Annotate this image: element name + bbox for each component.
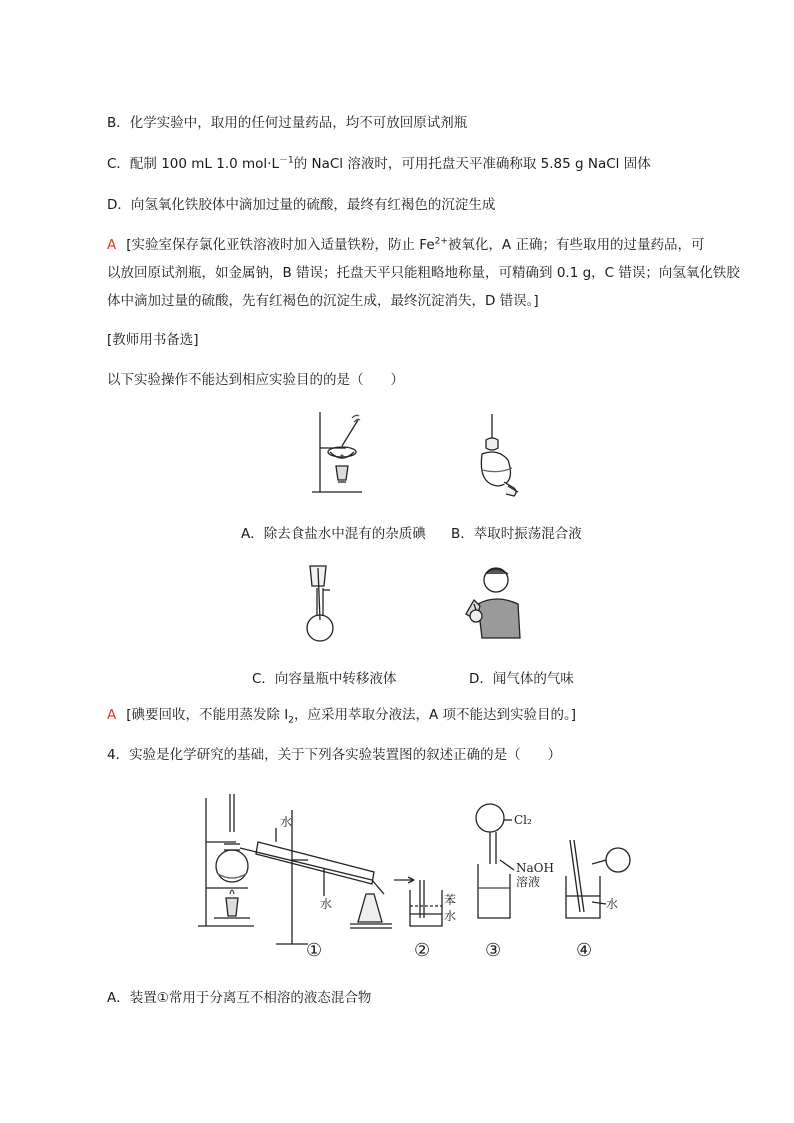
separatory-funnel-figure [468,410,528,498]
naoh-label: NaOH [516,861,554,875]
answer-1-line3: 体中滴加过量的硫酸，先有红褐色的沉淀生成，最终沉淀消失，D 错误。] [107,293,539,309]
answer-2-sub: 2 [288,715,295,726]
option-4a: A．装置①常用于分离互不相溶的液态混合物 [107,990,372,1006]
label-4: ④ [576,940,593,961]
apparatus-figure [196,784,644,962]
option-c-text2: 的 NaCl 溶液时，可用托盘天平准确称取 5.85 g NaCl 固体 [293,156,651,172]
answer-1 [107,235,704,255]
water-label-bottom: 水 [320,897,333,911]
smelling-gas-figure [458,560,526,642]
water-label-right: 水 [606,897,619,911]
option-b: B．化学实验中，取用的任何过量药品，均不可放回原试剂瓶 [107,115,468,131]
evaporation-figure [308,406,366,498]
question: 以下实验操作不能达到相应实验目的的是（ ） [107,372,404,388]
option-c-sup: －1 [278,155,294,166]
caption-d: D．闻气体的气味 [469,671,574,687]
answer-1-text2: 被氧化，A 正确；有些取用的过量药品，可 [447,237,705,253]
answer-1-text: [实验室保存氯化亚铁溶液时加入适量铁粉，防止 Fe [126,237,435,253]
caption-b: B．萃取时振荡混合液 [451,526,582,542]
water-label-top: 水 [280,815,293,829]
label-1: ① [306,940,323,961]
benzene-label: 苯 [444,893,457,907]
teacher-note: [教师用书备选] [107,332,199,348]
chlorine-label: Cl₂ [514,813,532,827]
answer-1-line2: 以放回原试剂瓶，如金属钠，B 错误；托盘天平只能粗略地称量，可精确到 0.1 g，C 错误；向氢氧化铁胶 [107,265,740,281]
water-label-beaker: 水 [444,909,457,923]
option-d: D．向氢氧化铁胶体中滴加过量的硫酸，最终有红褐色的沉淀生成 [107,197,496,213]
answer-2 [107,705,576,725]
answer-2-text: [碘要回收，不能用蒸发除 I [126,707,289,723]
option-c-text: C．配制 100 mL 1.0 mol·L [107,156,279,172]
option-c [107,154,651,174]
label-2: ② [414,940,431,961]
answer-1-sup: 2+ [434,236,448,247]
answer-1-letter: A [107,237,117,253]
caption-c: C．向容量瓶中转移液体 [252,671,397,687]
solution-label: 溶液 [516,875,541,889]
question-4: 4．实验是化学研究的基础，关于下列各实验装置图的叙述正确的是（ ） [107,747,562,763]
volumetric-flask-figure [300,560,350,644]
answer-2-text2: ，应采用萃取分液法，A 项不能达到实验目的。] [294,707,577,723]
answer-2-letter: A [107,707,117,723]
label-3: ③ [485,940,502,961]
caption-a: A．除去食盐水中混有的杂质碘 [241,526,426,542]
